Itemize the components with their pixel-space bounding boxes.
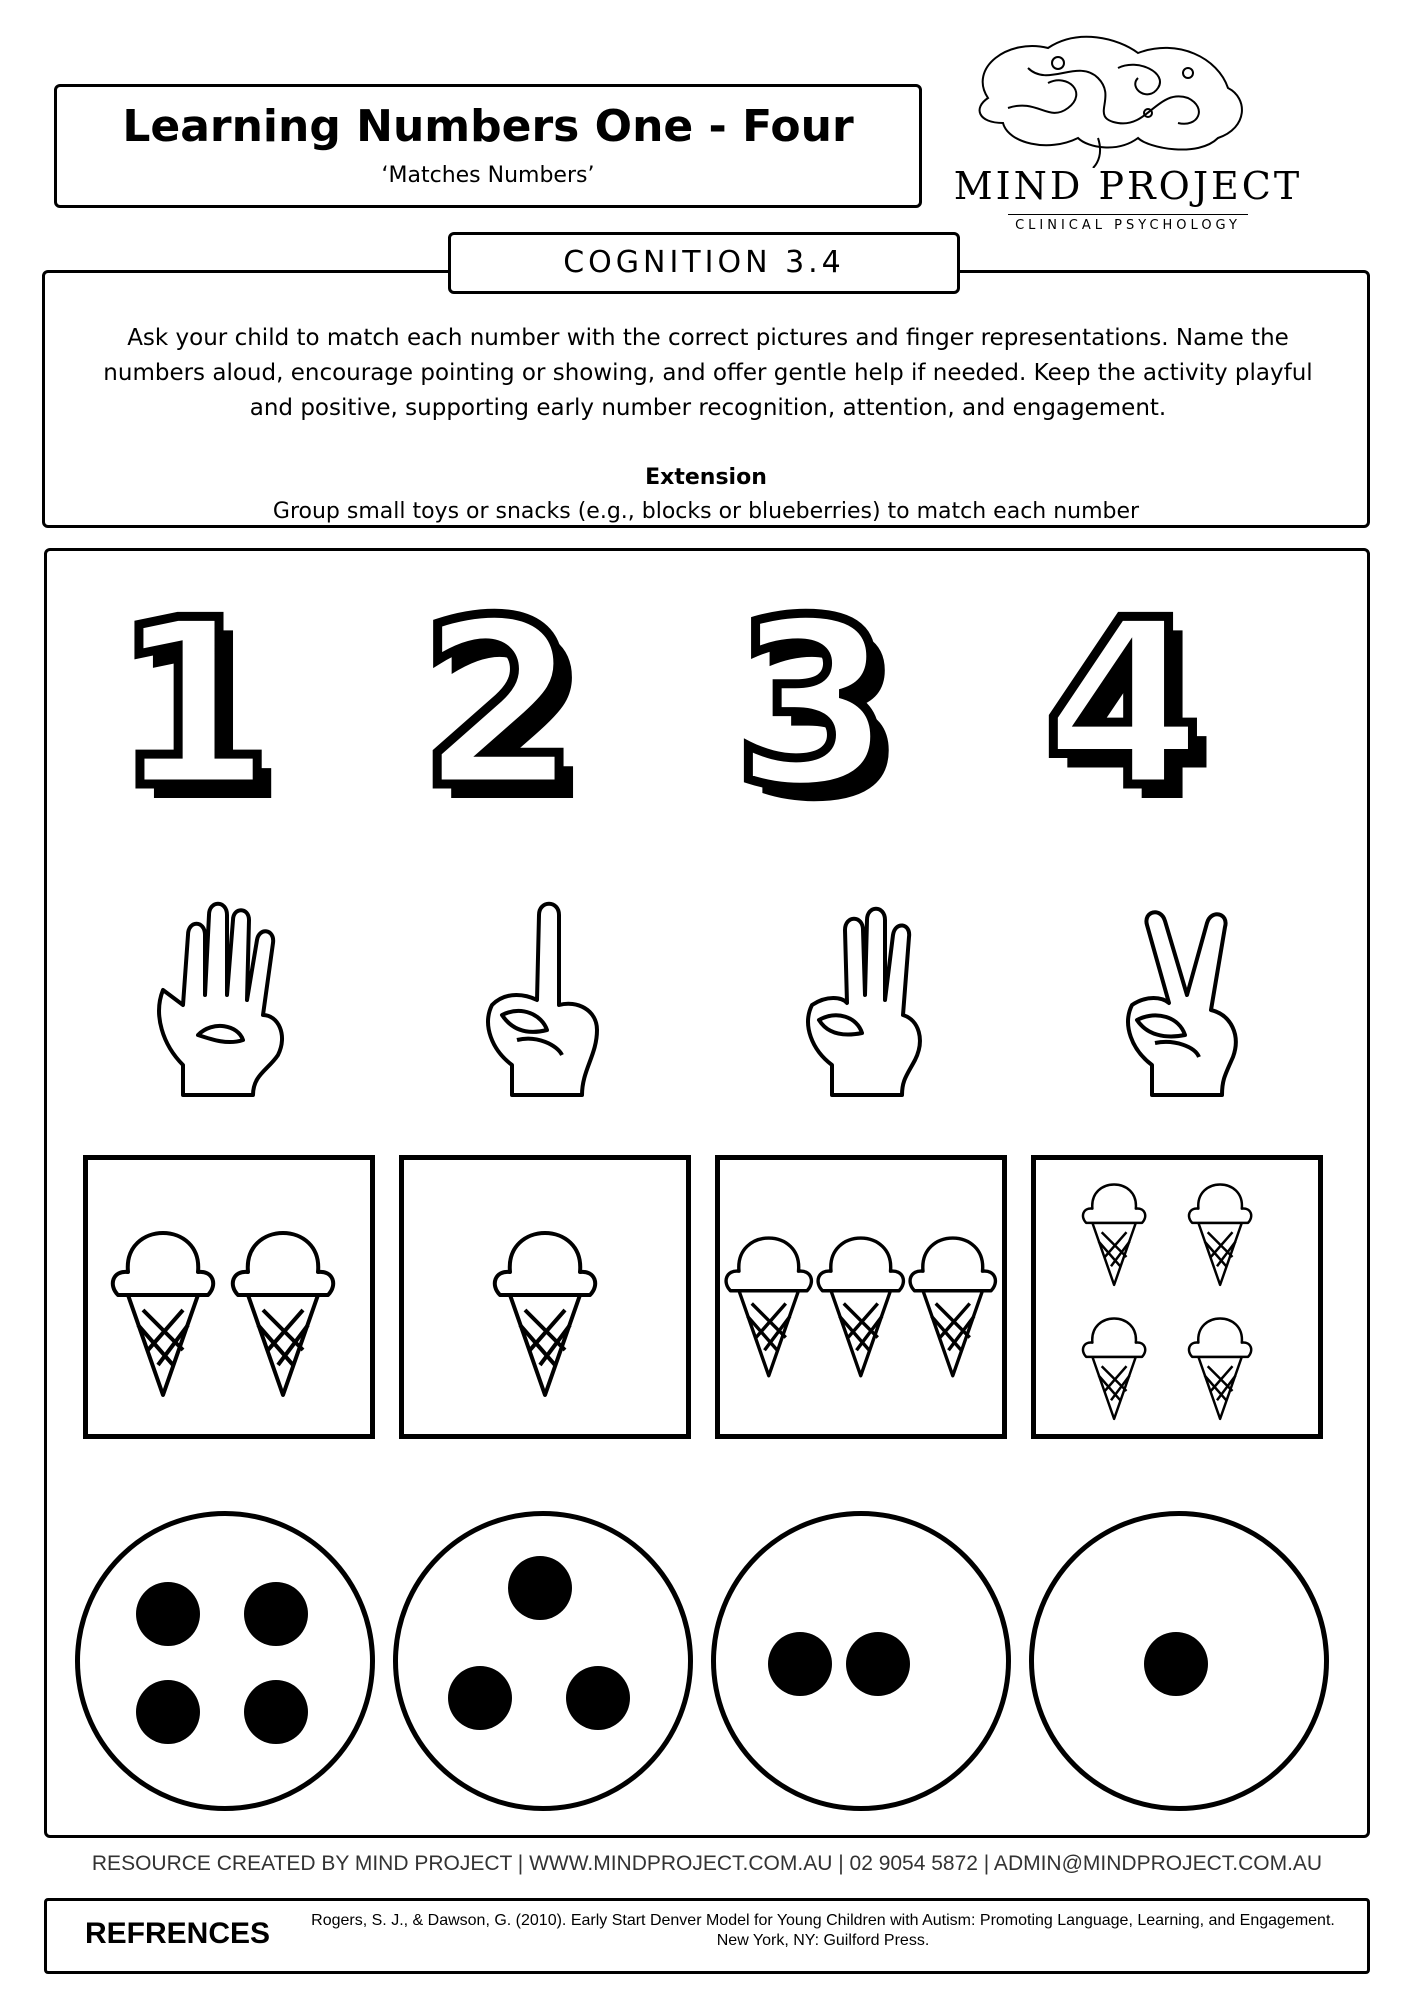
number-one: 1 xyxy=(113,572,274,839)
dot xyxy=(448,1666,512,1730)
dot-circle-four xyxy=(75,1511,375,1811)
references-box xyxy=(44,1898,1370,1974)
extension-heading: Extension xyxy=(645,465,767,490)
number-two: 2 xyxy=(419,572,580,839)
dot xyxy=(768,1632,832,1696)
number-three: 3 xyxy=(733,572,894,839)
dot xyxy=(1144,1632,1208,1696)
dot-circle-three xyxy=(393,1511,693,1811)
ice-cream-cone-icon xyxy=(720,1160,1002,1434)
number-four: 4 xyxy=(1043,572,1204,839)
logo-divider xyxy=(1008,214,1248,215)
page-subtitle: ‘Matches Numbers’ xyxy=(381,163,595,188)
ice-cream-card-three xyxy=(715,1155,1007,1439)
ice-cream-cone-icon xyxy=(1036,1160,1318,1434)
mind-project-logo xyxy=(948,28,1308,238)
dot xyxy=(136,1680,200,1744)
instructions-text: Ask your child to match each number with the correct pictures and finger representations. Name the numbers aloud, encourage pointing or showing, and offer gentle help if needed. Keep the activity playful and positive, supporting early number recognition, attention, and engagement. xyxy=(103,325,1313,421)
dot xyxy=(244,1582,308,1646)
dot xyxy=(566,1666,630,1730)
page-title: Learning Numbers One - Four xyxy=(122,101,854,152)
hand-four-fingers-icon xyxy=(143,895,303,1105)
title-box xyxy=(54,84,922,208)
dot xyxy=(136,1582,200,1646)
hand-one-finger-icon xyxy=(467,895,627,1105)
dot xyxy=(244,1680,308,1744)
dot xyxy=(508,1556,572,1620)
ice-cream-card-two xyxy=(83,1155,375,1439)
cognition-badge: COGNITION 3.4 xyxy=(448,232,960,294)
logo-name: MIND PROJECT xyxy=(953,164,1303,208)
dot-circle-one xyxy=(1029,1511,1329,1811)
ice-cream-card-one xyxy=(399,1155,691,1439)
footer-contact: RESOURCE CREATED BY MIND PROJECT | WWW.MINDPROJECT.COM.AU | 02 9054 5872 | ADMIN@MINDPROJECT.COM.AU xyxy=(91,1852,1323,1875)
references-heading: REFRENCES xyxy=(85,1917,271,1950)
logo-tagline: CLINICAL PSYCHOLOGY xyxy=(1015,218,1241,233)
ice-cream-cone-icon xyxy=(88,1160,370,1434)
extension-text: Group small toys or snacks (e.g., blocks or blueberries) to match each number xyxy=(272,499,1140,524)
references-text: Rogers, S. J., & Dawson, G. (2010). Early Start Denver Model for Young Children with Autism: Promoting Language, Learning, and Engagement. New York, NY: Guilford Press. xyxy=(311,1912,1335,1949)
ice-cream-cone-icon xyxy=(404,1160,686,1434)
instructions-box xyxy=(42,270,1370,528)
hand-two-fingers-icon xyxy=(1107,895,1267,1105)
activity-box xyxy=(44,548,1370,1838)
dot xyxy=(846,1632,910,1696)
ice-cream-card-four xyxy=(1031,1155,1323,1439)
hand-three-fingers-icon xyxy=(787,895,947,1105)
dot-circle-two xyxy=(711,1511,1011,1811)
brain-icon xyxy=(948,28,1308,168)
